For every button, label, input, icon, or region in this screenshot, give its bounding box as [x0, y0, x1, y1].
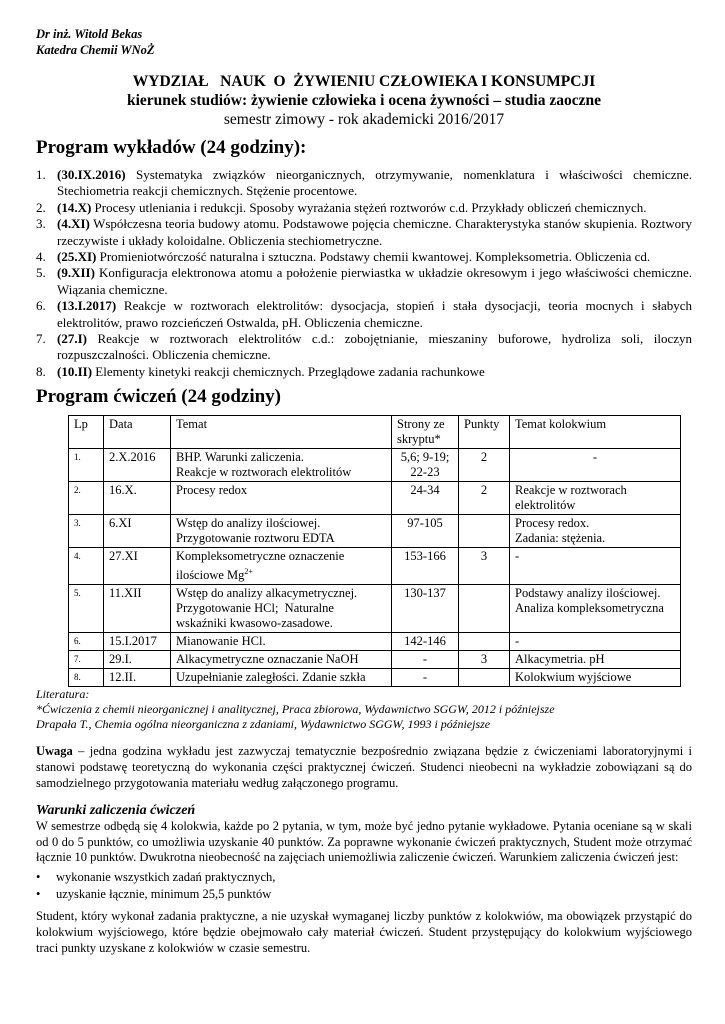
table-row: 1. 2.X.2016 BHP. Warunki zaliczenia. Reakcje w roztworach elektrolitów 5,6; 9-19; 22-23 2 - — [69, 449, 681, 482]
lecture-item: 7. (27.I) Reakcje w roztworach elektrolitów c.d.: zobojętnianie, mieszaniny buforowe, hydroliza soli, iloczyn rozpuszczalności. Obliczenia chemiczne. — [36, 331, 692, 363]
lecture-item: 6. (13.I.2017) Reakcje w roztworach elektrolitów: dysocjacja, stopień i stała dysocjacji, teoria mocnych i słabych elektrolitów, prawo rozcieńczeń Ostwalda, pH. Obliczenia chemiczne. — [36, 298, 692, 330]
table-row: 7. 29.I. Alkacymetryczne oznaczanie NaOH - 3 Alkacymetria. pH — [69, 651, 681, 669]
author-block — [36, 26, 692, 58]
col-pages: Strony ze skryptu* — [392, 416, 459, 449]
semester-line: semestr zimowy - rok akademicki 2016/2017 — [223, 111, 505, 128]
conditions-text: W semestrze odbędą się 4 kolokwia, każde po 2 pytania, w tym, może być jedno pytanie wykładowe. Pytania oceniane są w skali od 0 do 5 punktów, co umożliwia uzyskanie 40 punktów. Za poprawne wykonanie ćwiczeń praktycznych, Student może otrzymać łącznie 10 punktów. Dwukrotna nieobecność na zajęciach uniemożliwia zaliczenie ćwiczeń. Warunkiem zaliczenia ćwiczeń jest: — [36, 818, 692, 865]
lecture-item: 5. (9.XII) Konfiguracja elektronowa atomu a położenie pierwiastka w układzie okresowym i jego właściwości chemiczne. Wiązania chemiczne. — [36, 265, 692, 297]
lecture-item: 2. (14.X) Procesy utleniania i redukcji. Sposoby wyrażania stężeń roztworów c.d. Przykłady obliczeń chemicznych. — [36, 199, 647, 215]
table-row: 2. 16.X. Procesy redox 24-34 2 Reakcje w roztworach elektrolitów — [69, 482, 681, 515]
col-lp: Lp — [69, 416, 104, 449]
table-header-row — [69, 416, 681, 449]
literature-item: *Ćwiczenia z chemii nieorganicznej i analitycznej, Praca zbiorowa, Wydawnictwo SGGW, 2012 i późniejsze — [36, 702, 555, 717]
lectures-title: Program wykładów (24 godziny): — [36, 137, 307, 158]
col-points: Punkty — [459, 416, 510, 449]
field-of-study: kierunek studiów: żywienie człowieka i ocena żywności – studia zaoczne — [126, 92, 601, 109]
faculty-heading: WYDZIAŁ NAUK O ŻYWIENIU CZŁOWIEKA I KONSUMPCJI — [132, 73, 596, 90]
literature — [36, 687, 692, 732]
col-test: Temat kolokwium — [510, 416, 681, 449]
literature-item: Drapała T., Chemia ogólna nieorganiczna z zdaniami, Wydawnictwo SGGW, 1993 i późniejsze — [36, 717, 491, 732]
document-page — [36, 26, 692, 957]
note-paragraph: Uwaga – jedna godzina wykładu jest zazwyczaj tematycznie bezpośrednio związana będzie z ćwiczeniami laboratoryjnymi i stanowi podstawę teoretyczną do wykonania części praktycznej ćwiczeń. Studenci nieobecni na wykładzie zobowiązani są do samodzielnego przygotowania materiału według załączonego programu. — [36, 744, 692, 791]
exercises-title: Program ćwiczeń (24 godziny) — [36, 386, 282, 408]
lecture-item: 1. (30.IX.2016) Systematyka związków nieorganicznych, otrzymywanie, nomenklatura i właściwości chemiczne. Stechiometria reakcji chemicznych. Stężenie procentowe. — [36, 167, 692, 199]
list-item: • wykonanie wszystkich zadań praktycznych, — [36, 870, 276, 885]
table-row: 8. 12.II. Uzupełnianie zaległości. Zdanie szkła - Kolokwium wyjściowe — [69, 669, 681, 687]
table-row: 5. 11.XII Wstęp do analizy alkacymetrycznej. Przygotowanie HCl; Naturalne wskaźniki kwasowo-zasadowe. 130-137 Podstawy analizy ilościowej. Analiza kompleksometryczna — [69, 585, 681, 633]
table-row: 3. 6.XI Wstęp do analizy ilościowej. Przygotowanie roztworu EDTA 97-105 Procesy redox. Zadania: stężenia. — [69, 515, 681, 548]
author-department: Katedra Chemii WNoŻ — [36, 43, 155, 57]
exercises-table — [68, 415, 681, 687]
lecture-item: 3. (4.XI) Współczesna teoria budowy atomu. Podstawowe pojęcia chemiczne. Charakterystyka stanów skupienia. Roztwory rzeczywiste i układy koloidalne. Obliczenia stechiometryczne. — [36, 216, 692, 248]
literature-label: Literatura: — [36, 687, 90, 702]
final-paragraph: Student, który wykonał zadania praktyczne, a nie uzyskał wymaganej liczby punktów z kolokwiów, ma obowiązek przystąpić do kolokwium wyjściowego, które będzie obejmowało cały materiał ćwiczeń. Student przystępujący do kolokwium wyjściowego traci punkty uzyskane z kolokwiów w czasie semestru. — [36, 909, 692, 955]
list-item: • uzyskanie łącznie, minimum 25,5 punktów — [36, 886, 272, 901]
col-date: Data — [104, 416, 171, 449]
table-row: 4. 27.XI Kompleksometryczne oznaczenie ilościowe $Mg^{2+}$ 153-166 3 - — [69, 548, 681, 585]
author-name: Dr inż. Witold Bekas — [36, 27, 143, 41]
col-topic: Temat — [171, 416, 392, 449]
conditions-list — [36, 869, 692, 902]
lecture-item: 4. (25.XI) Promieniotwórczość naturalna i sztuczna. Podstawy chemii kwantowej. Kompleksometria. Obliczenia cd. — [36, 249, 651, 265]
lecture-item: 8. (10.II) Elementy kinetyki reakcji chemicznych. Przeglądowe zadania rachunkowe — [36, 363, 485, 379]
table-row: 6. 15.I.2017 Mianowanie HCl. 142-146 - — [69, 633, 681, 651]
lectures-list — [36, 167, 692, 380]
conditions-title: Warunki zaliczenia ćwiczeń — [36, 802, 196, 818]
